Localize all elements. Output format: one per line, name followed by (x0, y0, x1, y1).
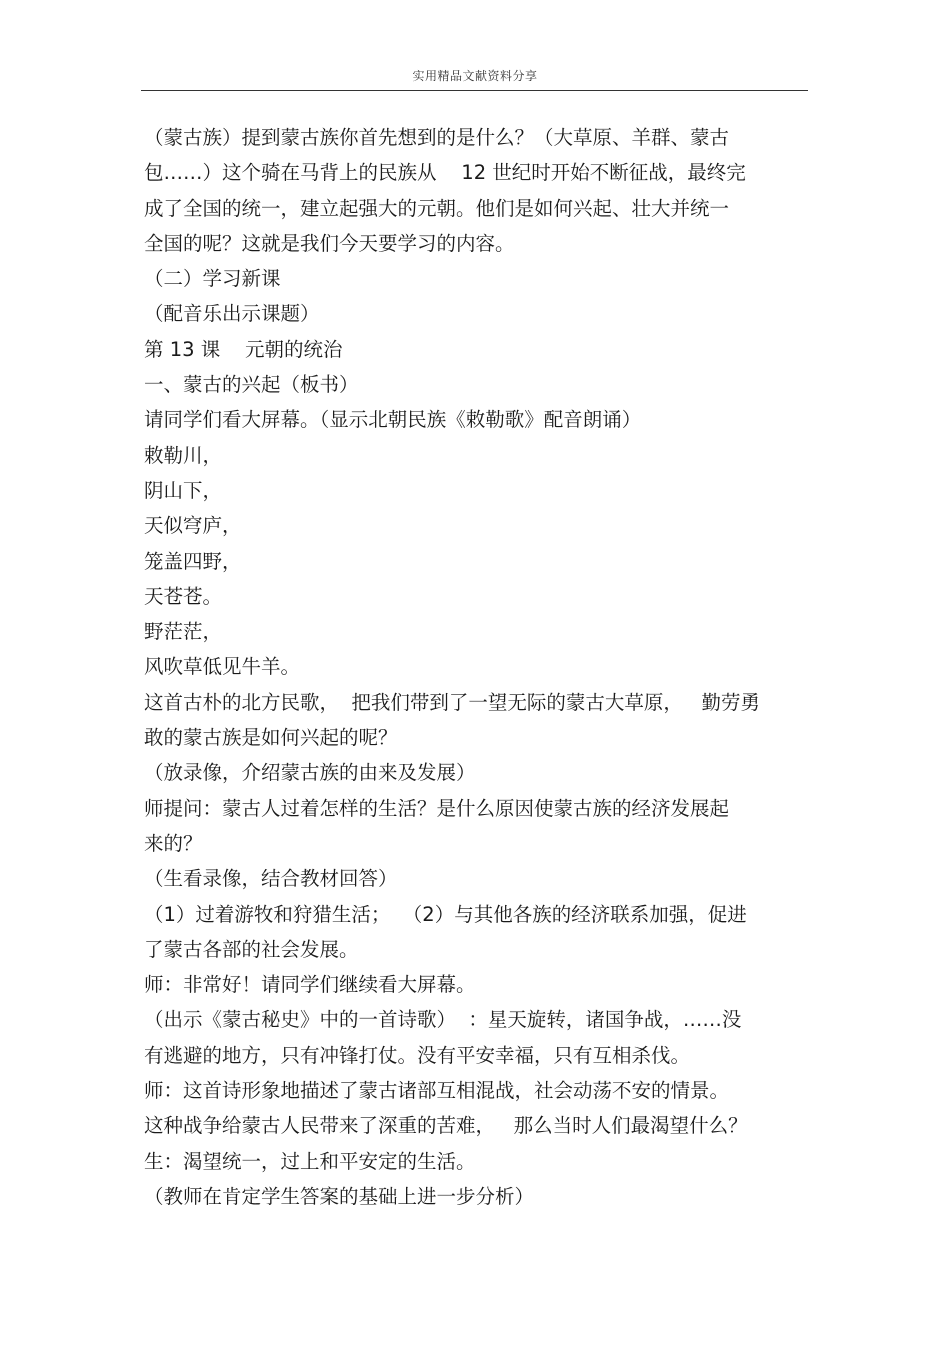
section-heading: （二）学习新课 (144, 267, 281, 291)
poem-line: 天苍苍。 (144, 584, 223, 608)
poem-line: 笼盖四野， (144, 549, 242, 573)
document-body (144, 120, 814, 1214)
text-line: 敢的蒙古族是如何兴起的呢？ (144, 726, 398, 750)
text-line: （教师在肯定学生答案的基础上进一步分析） (144, 1184, 535, 1208)
page-header: 实用精品文献资料分享 (412, 69, 538, 83)
text-line: 生：渴望统一，过上和平安定的生活。 (144, 1149, 476, 1173)
text-line: （出示《蒙古秘史》中的一首诗歌） ：星天旋转，诸国争战，……没 (144, 1008, 742, 1032)
poem-line: 野茫茫， (144, 620, 223, 644)
text-line: 包……）这个骑在马背上的民族从 12 世纪时开始不断征战，最终完 (144, 161, 746, 185)
text-line: 师：这首诗形象地描述了蒙古诸部互相混战，社会动荡不安的情景。 (144, 1079, 730, 1103)
poem-line: 敕勒川， (144, 443, 223, 467)
text-line: 了蒙古各部的社会发展。 (144, 937, 359, 961)
lesson-title: 第 13 课 元朝的统治 (144, 337, 343, 361)
text-line: （1）过着游牧和狩猎生活； （2）与其他各族的经济联系加强，促进 (144, 902, 747, 926)
text-line: 师提问：蒙古人过着怎样的生活？是什么原因使蒙古族的经济发展起 (144, 796, 730, 820)
text-line: （生看录像，结合教材回答） (144, 867, 398, 891)
section-heading: 一、蒙古的兴起（板书） (144, 373, 359, 397)
text-line: 请同学们看大屏幕。（显示北朝民族《敕勒歌》配音朗诵） (144, 408, 642, 432)
poem-line: 阴山下， (144, 478, 223, 502)
text-line: （配音乐出示课题） (144, 302, 320, 326)
poem-line: 风吹草低见牛羊。 (144, 655, 301, 679)
text-line: 来的？ (144, 831, 203, 855)
poem-line: 天似穹庐， (144, 514, 242, 538)
text-line: 成了全国的统一，建立起强大的元朝。他们是如何兴起、壮大并统一 (144, 196, 730, 220)
text-line: 有逃避的地方，只有冲锋打仗。没有平安幸福，只有互相杀伐。 (144, 1043, 691, 1067)
text-line: 这首古朴的北方民歌， 把我们带到了一望无际的蒙古大草原， 勤劳勇 (144, 690, 760, 714)
text-line: （蒙古族）提到蒙古族你首先想到的是什么？（大草原、羊群、蒙古 (144, 126, 730, 149)
text-line: （放录像，介绍蒙古族的由来及发展） (144, 761, 476, 785)
text-line: 师：非常好！请同学们继续看大屏幕。 (144, 973, 476, 997)
text-line: 这种战争给蒙古人民带来了深重的苦难， 那么当时人们最渴望什么？ (144, 1114, 748, 1138)
header-divider (141, 90, 808, 91)
text-line: 全国的呢？这就是我们今天要学习的内容。 (144, 231, 515, 255)
